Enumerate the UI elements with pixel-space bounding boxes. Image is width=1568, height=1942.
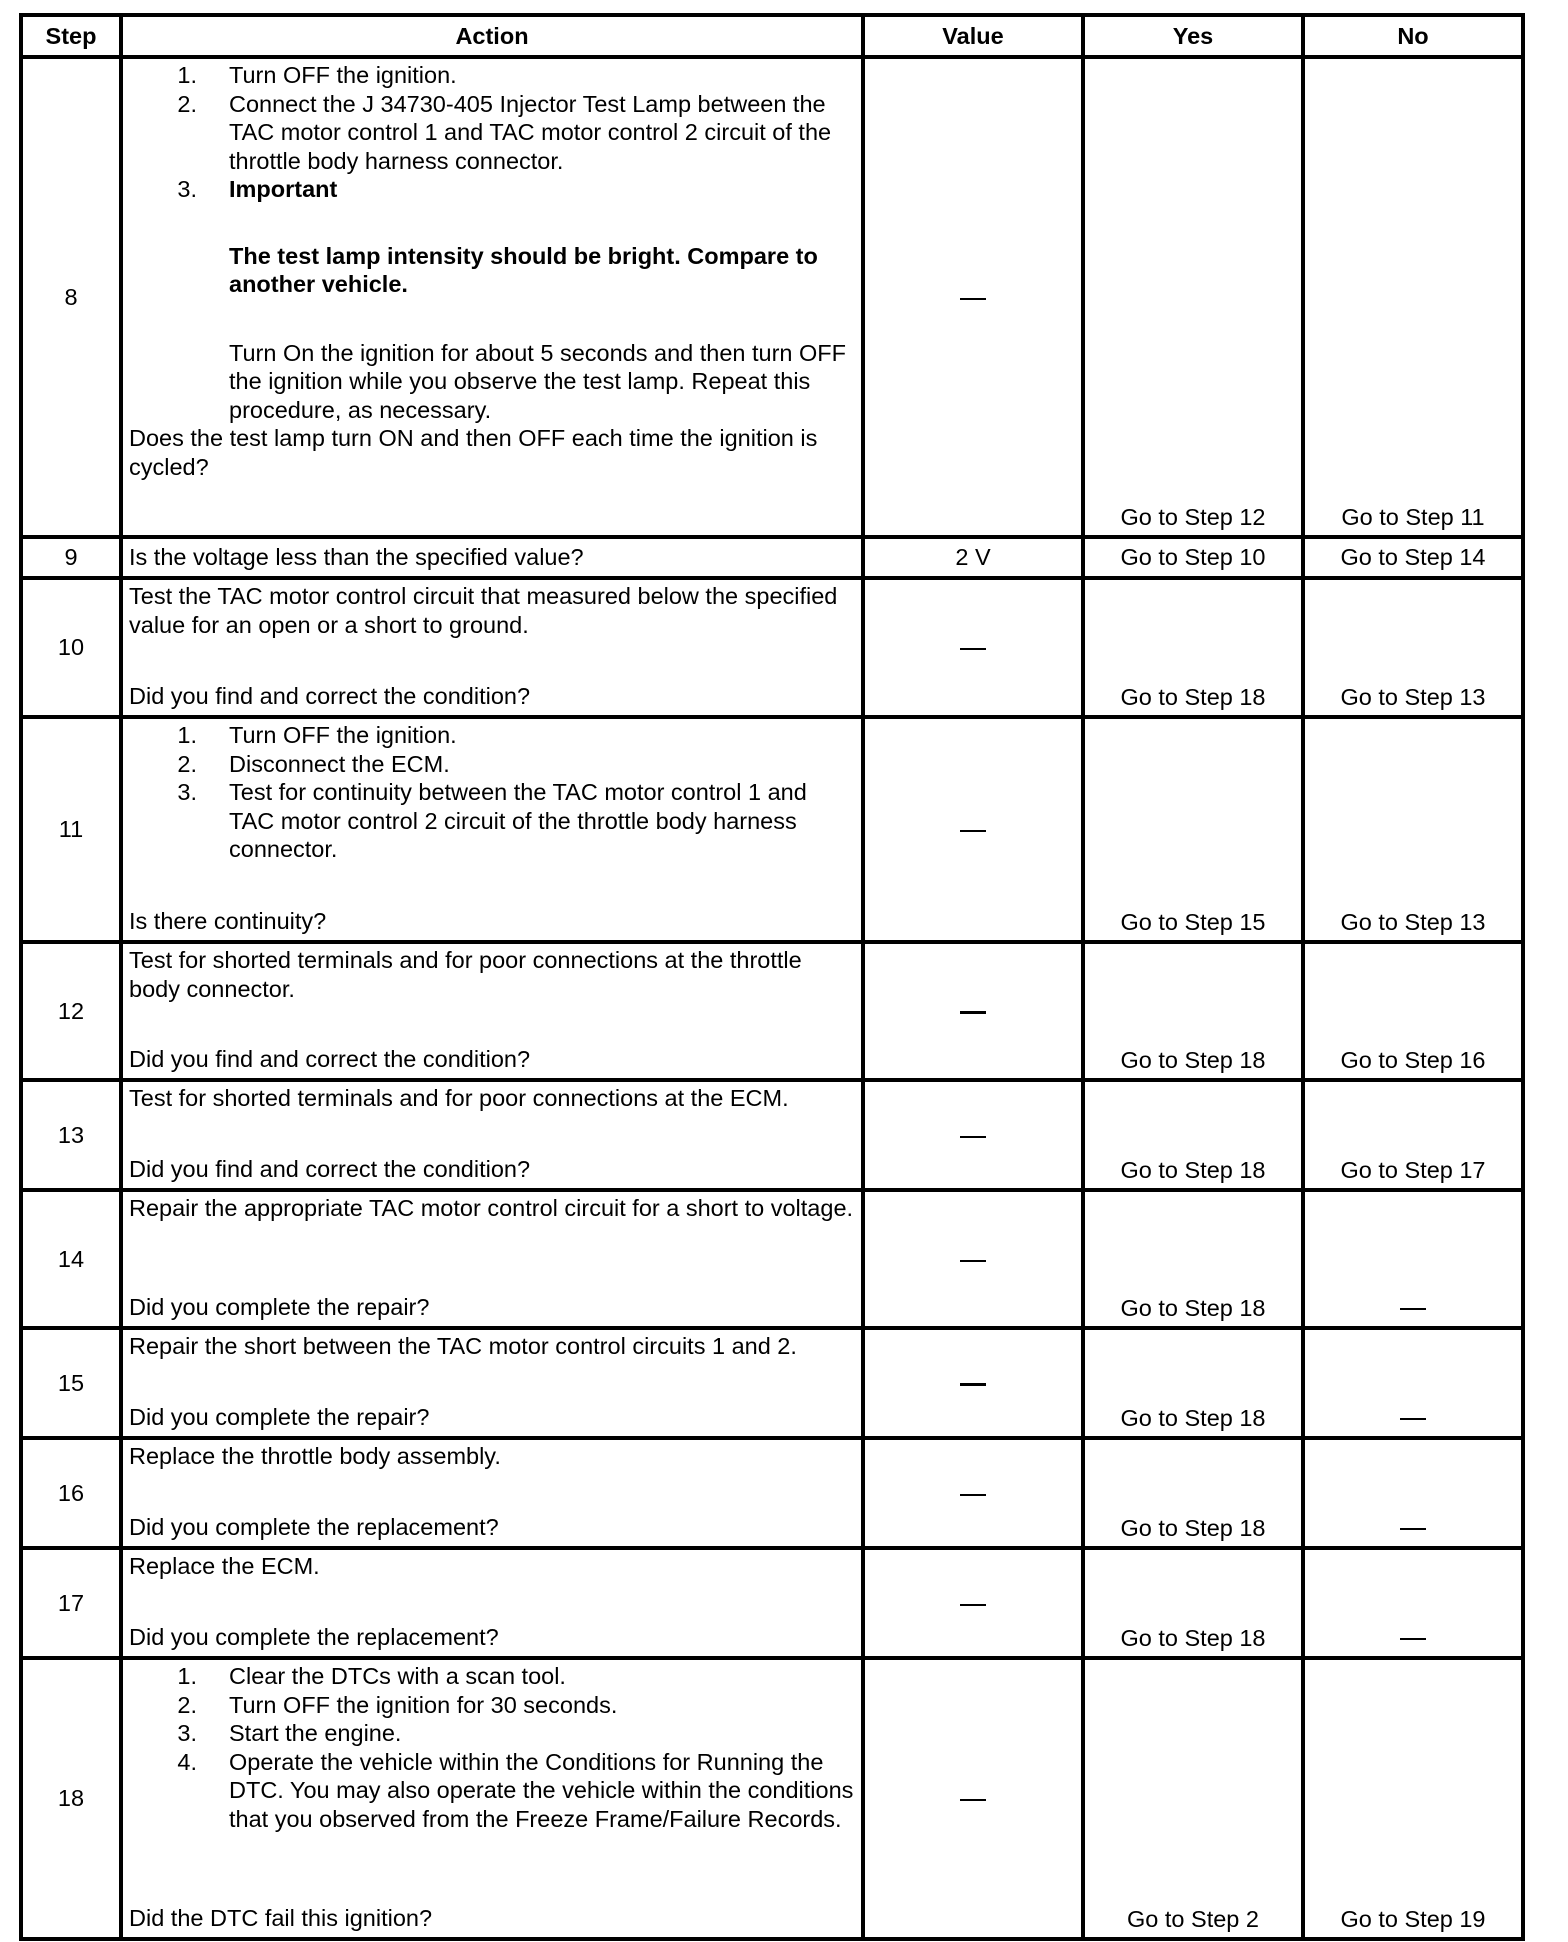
dash-icon xyxy=(1400,1418,1426,1420)
action-cell xyxy=(121,1190,863,1328)
yes-cell: Go to Step 12 xyxy=(1083,57,1303,537)
dash-icon xyxy=(1400,1638,1426,1640)
header-step: Step xyxy=(21,15,121,57)
yes-cell: Go to Step 18 xyxy=(1083,1438,1303,1548)
dash-icon xyxy=(960,1383,986,1386)
step-number: 14 xyxy=(21,1190,121,1328)
dash-icon xyxy=(1400,1308,1426,1310)
value-cell xyxy=(863,1080,1083,1190)
value-cell xyxy=(863,1658,1083,1939)
question-text: Does the test lamp turn ON and then OFF each time the ignition is cycled? xyxy=(129,425,818,480)
important-label: Important xyxy=(229,176,338,202)
question-text: Is there continuity? xyxy=(129,907,327,934)
no-cell xyxy=(1303,1328,1523,1438)
question-text: Did you find and correct the condition? xyxy=(129,1045,531,1072)
question-text: Did the DTC fail this ignition? xyxy=(129,1904,433,1931)
header-yes: Yes xyxy=(1083,15,1303,57)
action-text: Test for shorted terminals and for poor connections at the throttle body connector. xyxy=(129,947,802,1002)
value-cell xyxy=(863,1328,1083,1438)
action-cell xyxy=(121,1328,863,1438)
question-text: Did you complete the replacement? xyxy=(129,1513,499,1540)
action-text: Replace the ECM. xyxy=(129,1553,320,1579)
no-cell: Go to Step 13 xyxy=(1303,578,1523,717)
table-row xyxy=(21,57,1523,537)
dash-icon xyxy=(960,648,986,650)
list-item: 2. Turn OFF the ignition for 30 seconds. xyxy=(177,1691,618,1718)
header-row xyxy=(21,15,1523,57)
substep-text: Turn On the ignition for about 5 seconds and then turn OFF the ignition while you observe the test lamp. Repeat this procedure, as necessary. xyxy=(229,339,847,423)
yes-cell: Go to Step 18 xyxy=(1083,1328,1303,1438)
list-item: 1. Turn OFF the ignition. xyxy=(177,722,457,748)
yes-cell: Go to Step 18 xyxy=(1083,1190,1303,1328)
action-cell xyxy=(121,942,863,1080)
step-number: 11 xyxy=(21,717,121,942)
dash-icon xyxy=(960,1604,986,1606)
table-row xyxy=(21,578,1523,717)
action-cell xyxy=(121,1438,863,1548)
value-cell xyxy=(863,578,1083,717)
step-number: 12 xyxy=(21,942,121,1080)
dash-icon xyxy=(1400,1528,1426,1530)
table-row xyxy=(21,717,1523,942)
dash-icon xyxy=(960,1011,986,1014)
question-text: Is the voltage less than the specified value? xyxy=(121,537,863,578)
action-text: Replace the throttle body assembly. xyxy=(129,1443,501,1469)
list-item: 3. Start the engine. xyxy=(177,1720,402,1746)
yes-cell: Go to Step 18 xyxy=(1083,1548,1303,1658)
step-number: 17 xyxy=(21,1548,121,1658)
action-cell xyxy=(121,1658,863,1939)
dash-icon xyxy=(960,830,986,832)
header-action: Action xyxy=(121,15,863,57)
table-row xyxy=(21,1190,1523,1328)
list-item: 3. Test for continuity between the TAC motor control 1 and TAC motor control 2 circuit of the throttle body harness connector. xyxy=(177,779,807,862)
question-text: Did you find and correct the condition? xyxy=(129,682,531,709)
yes-cell: Go to Step 15 xyxy=(1083,717,1303,942)
action-text: Repair the appropriate TAC motor control circuit for a short to voltage. xyxy=(129,1195,854,1221)
important-note: The test lamp intensity should be bright. Compare to another vehicle. xyxy=(229,242,818,297)
action-cell xyxy=(121,1080,863,1190)
step-number: 8 xyxy=(21,57,121,537)
dash-icon xyxy=(960,1799,986,1801)
question-text: Did you complete the repair? xyxy=(129,1293,430,1320)
step-number: 16 xyxy=(21,1438,121,1548)
step-number: 13 xyxy=(21,1080,121,1190)
action-cell xyxy=(121,717,863,942)
dash-icon xyxy=(960,1136,986,1138)
list-item: 4. Operate the vehicle within the Conditions for Running the DTC. You may also operate the vehicle within the conditions that you observed from the Freeze Frame/Failure Records. xyxy=(177,1748,854,1832)
yes-cell: Go to Step 18 xyxy=(1083,1080,1303,1190)
list-item: 1. Turn OFF the ignition. xyxy=(177,62,457,88)
list-item: 2. Connect the J 34730-405 Injector Test Lamp between the TAC motor control 1 and TAC motor control 2 circuit of the throttle body harness connector. xyxy=(177,90,832,174)
action-text: Test for shorted terminals and for poor connections at the ECM. xyxy=(129,1085,789,1111)
step-number: 10 xyxy=(21,578,121,717)
step-list xyxy=(129,721,857,864)
yes-cell: Go to Step 18 xyxy=(1083,578,1303,717)
table-row xyxy=(21,1548,1523,1658)
question-text: Did you complete the replacement? xyxy=(129,1623,499,1650)
no-cell xyxy=(1303,1438,1523,1548)
no-cell: Go to Step 14 xyxy=(1303,537,1523,578)
action-cell xyxy=(121,1548,863,1658)
dash-icon xyxy=(960,1260,986,1262)
question-text: Did you complete the repair? xyxy=(129,1403,430,1430)
step-list xyxy=(129,61,857,204)
list-item: 1. Clear the DTCs with a scan tool. xyxy=(177,1663,566,1689)
table-row xyxy=(21,1328,1523,1438)
yes-cell: Go to Step 18 xyxy=(1083,942,1303,1080)
question-text: Did you find and correct the condition? xyxy=(129,1155,531,1182)
step-number: 9 xyxy=(21,537,121,578)
value-cell xyxy=(863,717,1083,942)
value-cell xyxy=(863,942,1083,1080)
table-row xyxy=(21,1080,1523,1190)
no-cell xyxy=(1303,1190,1523,1328)
step-number: 15 xyxy=(21,1328,121,1438)
header-value: Value xyxy=(863,15,1083,57)
value-cell xyxy=(863,57,1083,537)
no-cell xyxy=(1303,1548,1523,1658)
list-item: 3. Important xyxy=(129,175,857,204)
value-cell xyxy=(863,1190,1083,1328)
no-cell: Go to Step 16 xyxy=(1303,942,1523,1080)
action-text: Repair the short between the TAC motor control circuits 1 and 2. xyxy=(129,1333,797,1359)
table-row xyxy=(21,537,1523,578)
yes-cell: Go to Step 2 xyxy=(1083,1658,1303,1939)
diagnostic-table xyxy=(19,13,1525,1941)
value-cell: 2 V xyxy=(863,537,1083,578)
no-cell: Go to Step 19 xyxy=(1303,1658,1523,1939)
dash-icon xyxy=(960,298,986,300)
value-cell xyxy=(863,1438,1083,1548)
action-text: Test the TAC motor control circuit that measured below the specified value for an open or a short to ground. xyxy=(129,583,838,638)
no-cell: Go to Step 11 xyxy=(1303,57,1523,537)
yes-cell: Go to Step 10 xyxy=(1083,537,1303,578)
action-cell xyxy=(121,57,863,537)
list-item: 2. Disconnect the ECM. xyxy=(177,750,450,777)
action-cell xyxy=(121,578,863,717)
table-row xyxy=(21,942,1523,1080)
dash-icon xyxy=(960,1494,986,1496)
header-no: No xyxy=(1303,15,1523,57)
step-number: 18 xyxy=(21,1658,121,1939)
step-list xyxy=(129,1662,857,1833)
no-cell: Go to Step 17 xyxy=(1303,1080,1523,1190)
no-cell: Go to Step 13 xyxy=(1303,717,1523,942)
table-row xyxy=(21,1658,1523,1939)
value-cell xyxy=(863,1548,1083,1658)
table-row xyxy=(21,1438,1523,1548)
